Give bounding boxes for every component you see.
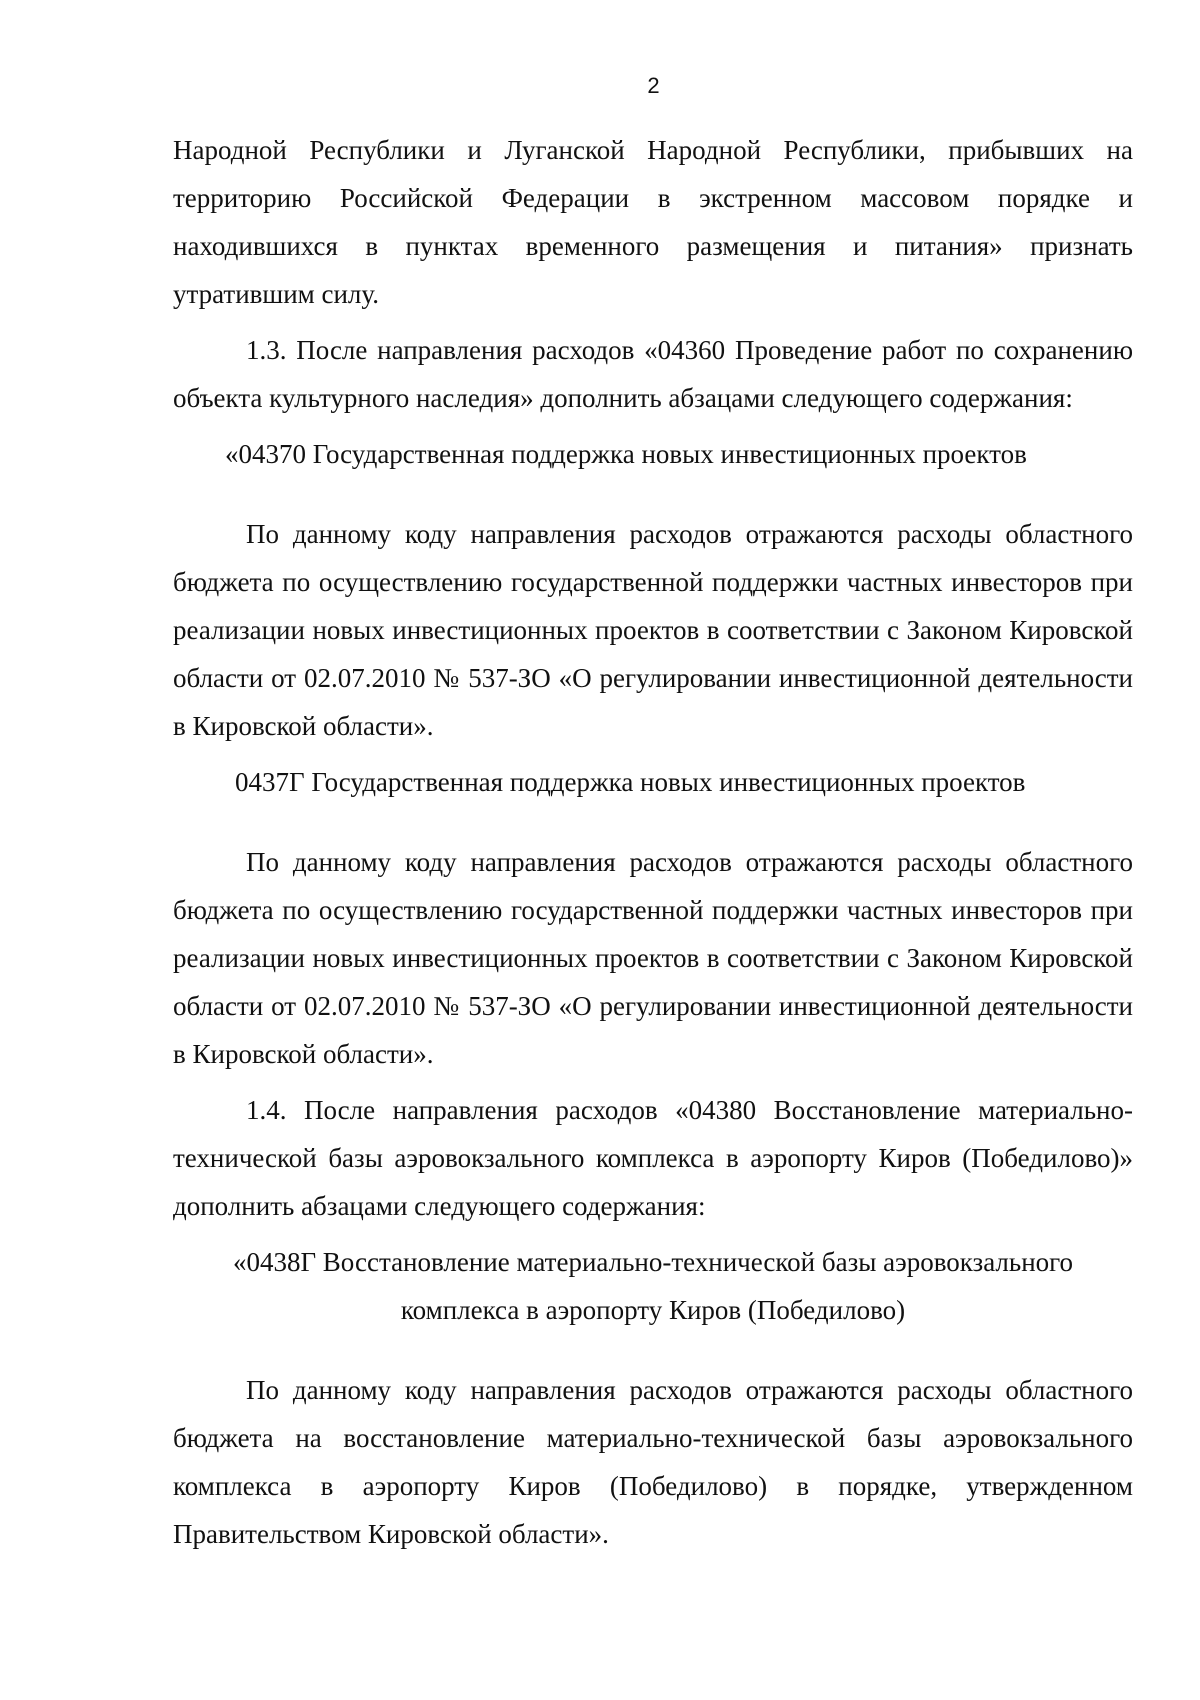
- page-number: 2: [647, 73, 660, 98]
- heading-0438g-line1: «0438Г Восстановление материально-технической базы аэровокзального: [232, 1247, 1074, 1277]
- heading-0437g: 0437Г Государственная поддержка новых инвестиционных проектов: [235, 767, 1026, 797]
- paragraph-04370-description: По данному коду направления расходов отражаются расходы областного бюджета по осуществлению государственной поддержки частных инвесторов при реализации новых инвестиционных проектов в соответствии с Законом Кировской области от 02.07.2010 № 537-ЗО «О регулировании инвестиционной деятельности в Кировской области».: [173, 519, 1133, 741]
- document-body: [173, 126, 1133, 1558]
- paragraph-item-1-4: 1.4. После направления расходов «04380 Восстановление материально-технической базы аэровокзального комплекса в аэропорту Киров (Победилово)» дополнить абзацами следующего содержания:: [173, 1095, 1133, 1221]
- paragraph-continuation: Народной Республики и Луганской Народной Республики, прибывших на территорию Российской Федерации в экстренном массовом порядке и находившихся в пунктах временного размещения и питания» признать утратившим силу.: [173, 135, 1133, 309]
- heading-04370: «04370 Государственная поддержка новых инвестиционных проектов: [225, 439, 1027, 469]
- heading-0438g-line2: комплекса в аэропорту Киров (Победилово): [400, 1295, 906, 1325]
- paragraph-0438g-description: По данному коду направления расходов отражаются расходы областного бюджета на восстановление материально-технической базы аэровокзального комплекса в аэропорту Киров (Победилово) в порядке, утвержденном Правительством Кировской области».: [173, 1375, 1133, 1549]
- paragraph-item-1-3: 1.3. После направления расходов «04360 Проведение работ по сохранению объекта культурного наследия» дополнить абзацами следующего содержания:: [173, 335, 1133, 413]
- paragraph-0437g-description: По данному коду направления расходов отражаются расходы областного бюджета по осуществлению государственной поддержки частных инвесторов при реализации новых инвестиционных проектов в соответствии с Законом Кировской области от 02.07.2010 № 537-ЗО «О регулировании инвестиционной деятельности в Кировской области».: [173, 847, 1133, 1069]
